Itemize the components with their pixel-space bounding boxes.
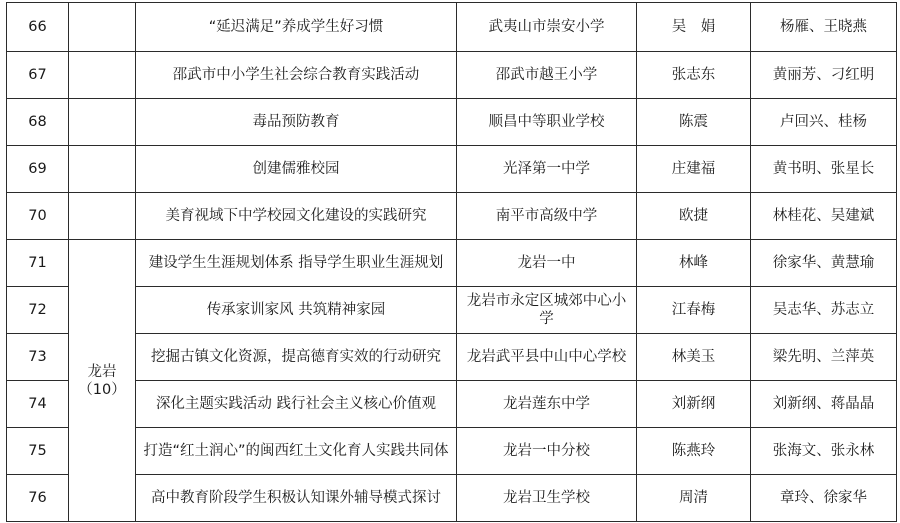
region-cell bbox=[69, 240, 136, 522]
member-names: 杨雁、王晓燕 bbox=[751, 3, 897, 52]
row-number: 76 bbox=[7, 475, 69, 522]
project-title: 打造“红土润心”的闽西红土文化育人实践共同体 bbox=[136, 428, 457, 475]
region-cell-empty bbox=[69, 52, 136, 99]
school-name: 南平市高级中学 bbox=[457, 193, 637, 240]
school-name: 龙岩一中 bbox=[457, 240, 637, 287]
table-row bbox=[7, 99, 897, 146]
region-cell-empty bbox=[69, 99, 136, 146]
row-number: 72 bbox=[7, 287, 69, 334]
row-number: 73 bbox=[7, 334, 69, 381]
project-title: 毒品预防教育 bbox=[136, 99, 457, 146]
member-names: 吴志华、苏志立 bbox=[751, 287, 897, 334]
member-names: 徐家华、黄慧瑜 bbox=[751, 240, 897, 287]
table-row bbox=[7, 193, 897, 240]
leader-name: 江春梅 bbox=[637, 287, 751, 334]
region-cell-empty bbox=[69, 146, 136, 193]
table-row bbox=[7, 428, 897, 475]
leader-name: 刘新纲 bbox=[637, 381, 751, 428]
school-name: 龙岩一中分校 bbox=[457, 428, 637, 475]
row-number: 75 bbox=[7, 428, 69, 475]
project-title: 高中教育阶段学生积极认知课外辅导模式探讨 bbox=[136, 475, 457, 522]
school-name: 顺昌中等职业学校 bbox=[457, 99, 637, 146]
member-names: 刘新纲、蒋晶晶 bbox=[751, 381, 897, 428]
school-name: 光泽第一中学 bbox=[457, 146, 637, 193]
school-name: 武夷山市崇安小学 bbox=[457, 3, 637, 52]
leader-name: 陈震 bbox=[637, 99, 751, 146]
row-number: 68 bbox=[7, 99, 69, 146]
school-name: 龙岩武平县中山中心学校 bbox=[457, 334, 637, 381]
region-count: （10） bbox=[78, 381, 126, 398]
region-name: 龙岩 bbox=[87, 363, 117, 380]
project-title: 创建儒雅校园 bbox=[136, 146, 457, 193]
leader-name: 吴 娟 bbox=[637, 3, 751, 52]
row-number: 74 bbox=[7, 381, 69, 428]
leader-name: 周清 bbox=[637, 475, 751, 522]
row-number: 71 bbox=[7, 240, 69, 287]
leader-name: 庄建福 bbox=[637, 146, 751, 193]
leader-name: 林峰 bbox=[637, 240, 751, 287]
row-number: 70 bbox=[7, 193, 69, 240]
project-title: 传承家训家风 共筑精神家园 bbox=[136, 287, 457, 334]
school-name: 邵武市越王小学 bbox=[457, 52, 637, 99]
member-names: 卢回兴、桂杨 bbox=[751, 99, 897, 146]
member-names: 林桂花、吴建斌 bbox=[751, 193, 897, 240]
row-number: 69 bbox=[7, 146, 69, 193]
project-table bbox=[6, 2, 897, 522]
leader-name: 欧捷 bbox=[637, 193, 751, 240]
school-name: 龙岩莲东中学 bbox=[457, 381, 637, 428]
member-names: 张海文、张永林 bbox=[751, 428, 897, 475]
row-number: 67 bbox=[7, 52, 69, 99]
table-row bbox=[7, 52, 897, 99]
table-row bbox=[7, 381, 897, 428]
member-names: 章玲、徐家华 bbox=[751, 475, 897, 522]
project-title: 深化主题实践活动 践行社会主义核心价值观 bbox=[136, 381, 457, 428]
leader-name: 陈燕玲 bbox=[637, 428, 751, 475]
project-title: 邵武市中小学生社会综合教育实践活动 bbox=[136, 52, 457, 99]
region-cell-empty bbox=[69, 193, 136, 240]
member-names: 黄书明、张星长 bbox=[751, 146, 897, 193]
table-row bbox=[7, 240, 897, 287]
project-title: “延迟满足”养成学生好习惯 bbox=[136, 3, 457, 52]
leader-name: 林美玉 bbox=[637, 334, 751, 381]
leader-name: 张志东 bbox=[637, 52, 751, 99]
table-row bbox=[7, 334, 897, 381]
table-row bbox=[7, 3, 897, 52]
member-names: 梁先明、兰萍英 bbox=[751, 334, 897, 381]
row-number: 66 bbox=[7, 3, 69, 52]
member-names: 黄丽芳、刁红明 bbox=[751, 52, 897, 99]
project-title: 挖掘古镇文化资源，提高德育实效的行动研究 bbox=[136, 334, 457, 381]
table-row bbox=[7, 475, 897, 522]
project-title: 建设学生生涯规划体系 指导学生职业生涯规划 bbox=[136, 240, 457, 287]
project-title: 美育视域下中学校园文化建设的实践研究 bbox=[136, 193, 457, 240]
school-name: 龙岩市永定区城郊中心小学 bbox=[457, 287, 637, 334]
table-row bbox=[7, 146, 897, 193]
table-row bbox=[7, 287, 897, 334]
school-name: 龙岩卫生学校 bbox=[457, 475, 637, 522]
region-cell-empty bbox=[69, 3, 136, 52]
